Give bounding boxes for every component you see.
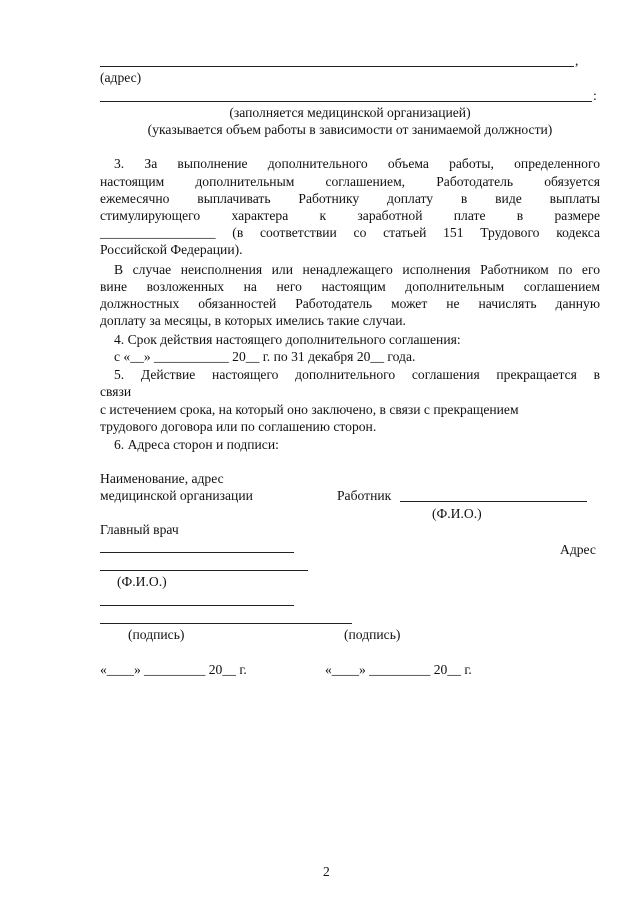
nonperf-line2: вине возложенных на него настоящим дополнительным соглашением	[100, 279, 600, 294]
address-right-label: Адрес	[560, 542, 596, 557]
clause4-title: 4. Срок действия настоящего дополнительного соглашения:	[114, 332, 461, 347]
org-label-1: Наименование, адрес	[100, 471, 224, 486]
nonperf-line1: В случае неисполнения или ненадлежащего исполнения Работником по его	[114, 262, 600, 277]
chief-line-4	[100, 623, 352, 624]
clause5-line2: связи	[100, 384, 132, 399]
worker-label: Работник	[337, 488, 392, 503]
clause4-dates: с «__» ___________ 20__ г. по 31 декабря 20__ года.	[114, 349, 416, 364]
clause5-line4: трудового договора или по соглашению сторон.	[100, 419, 377, 434]
date-left: «____» _________ 20__ г.	[100, 662, 247, 677]
chief-line-3	[100, 605, 294, 606]
sign-left-label: (подпись)	[128, 627, 185, 642]
worker-fio: (Ф.И.О.)	[432, 506, 482, 521]
worker-signature-line	[400, 501, 587, 502]
address-line-1	[100, 66, 574, 67]
address-line-2-end: :	[593, 88, 597, 103]
scope-note: (указывается объем работы в зависимости от занимаемой должности)	[147, 122, 553, 137]
clause6-title: 6. Адреса сторон и подписи:	[114, 437, 279, 452]
chief-line-1	[100, 552, 294, 553]
clause3-line1: 3. За выполнение дополнительного объема работы, определенного	[114, 156, 600, 171]
page-number: 2	[323, 864, 330, 879]
address-line-2	[100, 101, 592, 102]
clause5-line3: с истечением срока, на который оно заключено, в связи с прекращением	[100, 402, 519, 417]
nonperf-line3: должностных обязанностей Работодатель может не начислять данную	[100, 296, 600, 311]
address-line-1-end: ,	[575, 53, 579, 68]
filled-note: (заполняется медицинской организацией)	[229, 105, 471, 120]
address-label: (адрес)	[100, 70, 142, 85]
clause3-line2: настоящим дополнительным соглашением, Работодатель обязуется	[100, 174, 600, 189]
clause3-line4: стимулирующего характера к заработной плате в размере	[100, 208, 600, 223]
chief-line-2	[100, 570, 308, 571]
chief-fio: (Ф.И.О.)	[117, 574, 167, 589]
clause3-line3: ежемесячно выплачивать Работнику доплату в виде выплаты	[100, 191, 600, 206]
clause3-line5: _________________ (в соответствии со статьей 151 Трудового кодекса	[100, 225, 600, 240]
sign-right-label: (подпись)	[344, 627, 401, 642]
org-label-2: медицинской организации	[100, 488, 253, 503]
clause3-line6: Российской Федерации).	[100, 242, 243, 257]
nonperf-line4: доплату за месяцы, в которых имелись такие случаи.	[100, 313, 406, 328]
chief-label: Главный врач	[100, 522, 179, 537]
date-right: «____» _________ 20__ г.	[325, 662, 472, 677]
clause5-line1: 5. Действие настоящего дополнительного соглашения прекращается в	[114, 367, 600, 382]
